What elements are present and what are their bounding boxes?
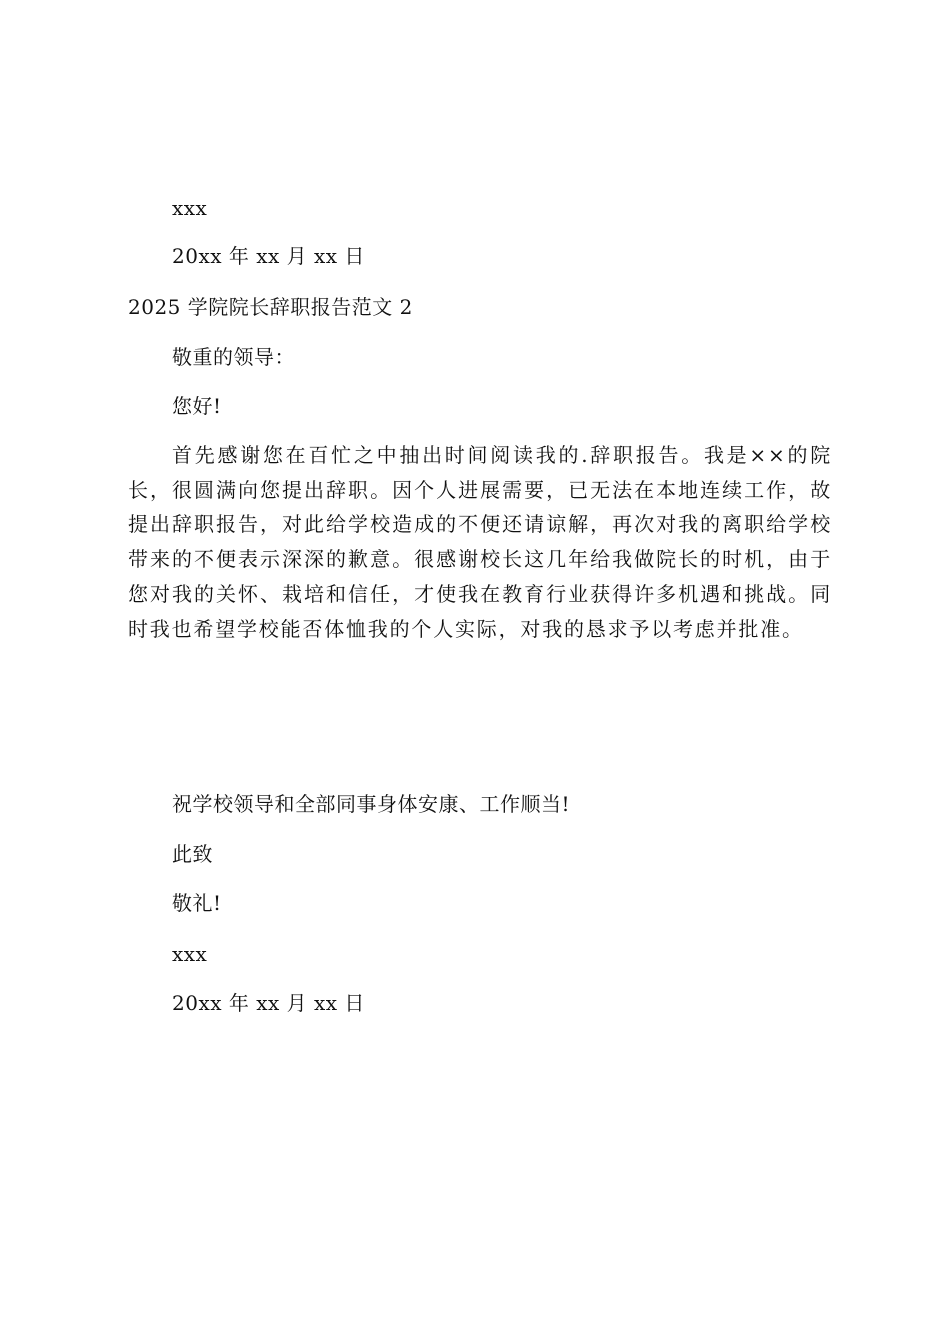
bottom-signature: xxx	[172, 942, 208, 966]
top-signature: xxx	[172, 196, 208, 220]
section-title: 2025 学院院长辞职报告范文 2	[128, 295, 413, 319]
bottom-date: 20xx 年 xx 月 xx 日	[172, 991, 365, 1015]
top-date: 20xx 年 xx 月 xx 日	[172, 244, 365, 268]
wishes: 祝学校领导和全部同事身体安康、工作顺当!	[172, 792, 571, 816]
salutation: 敬重的领导：	[172, 345, 295, 369]
closing-respect: 敬礼!	[172, 891, 222, 915]
body-paragraph: 首先感谢您在百忙之中抽出时间阅读我的.辞职报告。我是××的院长，很圆满向您提出辞职。因个人进展需要，已无法在本地连续工作，故提出辞职报告，对此给学校造成的不便还请谅解，再次对我的离职给学校带来的不便表示深深的歉意。很感谢校长这几年给我做院长的时机，由于您对我的关怀、栽培和信任，才使我在教育行业获得许多机遇和挑战。同时我也希望学校能否体恤我的个人实际，对我的恳求予以考虑并批准。	[128, 443, 832, 641]
closing-salutation: 此致	[172, 842, 213, 866]
greeting: 您好!	[172, 394, 222, 418]
